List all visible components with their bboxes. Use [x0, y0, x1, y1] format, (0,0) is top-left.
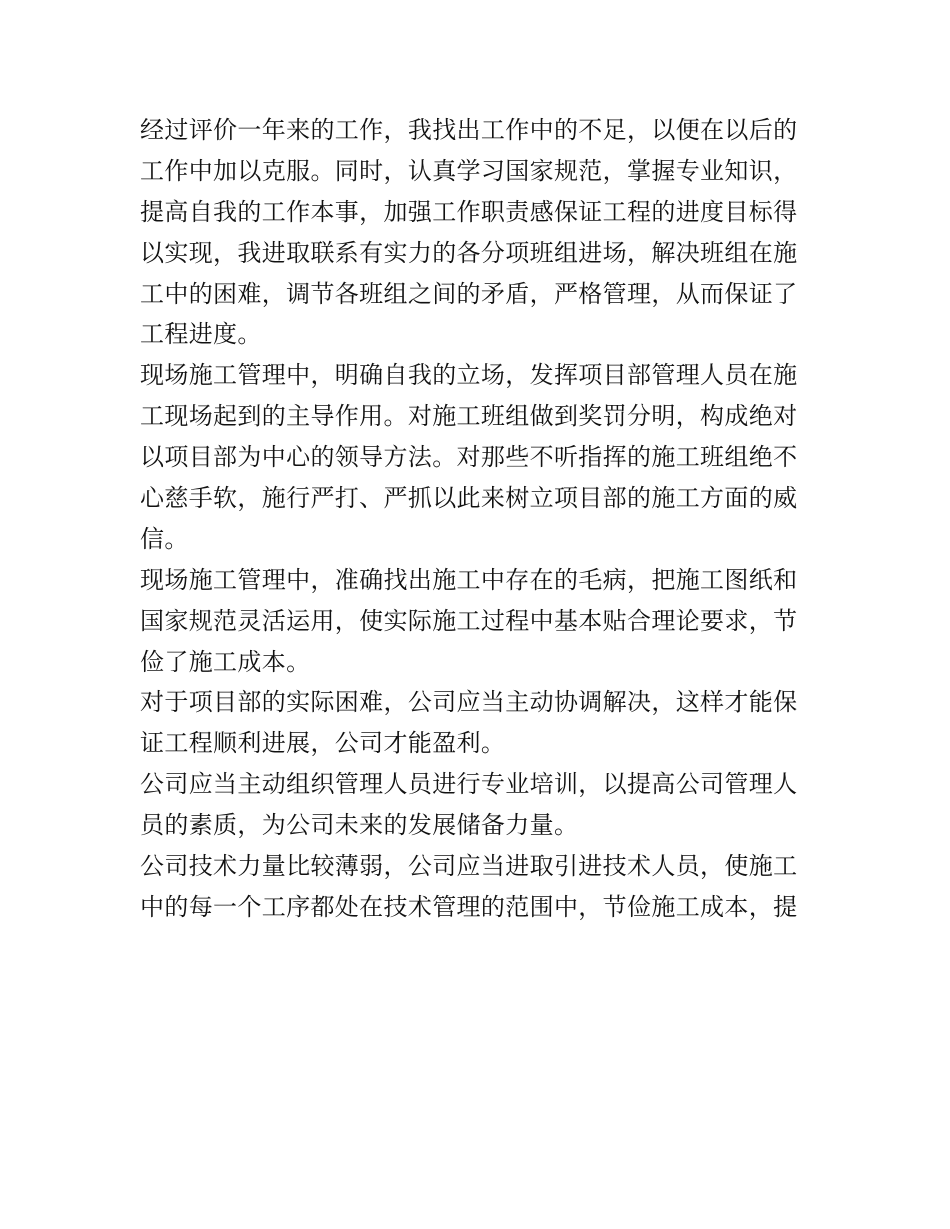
- text-line: 证工程顺利进展，公司才能盈利。: [140, 729, 506, 758]
- text-line: 以项目部为中心的领导方法。对那些不听指挥的施工班组绝不: [140, 443, 798, 472]
- text-line: 心慈手软，施行严打、严抓以此来树立项目部的施工方面的威: [140, 484, 798, 513]
- text-line: 中的每一个工序都处在技术管理的范围中，节俭施工成本，提: [140, 892, 798, 921]
- text-line: 员的素质，为公司未来的发展储备力量。: [140, 811, 579, 840]
- paragraph: [140, 355, 812, 559]
- paragraph: [140, 560, 812, 683]
- paragraph: [140, 110, 812, 355]
- document-page: [140, 110, 812, 928]
- paragraph: [140, 846, 812, 928]
- paragraph: [140, 682, 812, 764]
- text-line: 公司应当主动组织管理人员进行专业培训，以提高公司管理人: [140, 770, 798, 799]
- text-line: 提高自我的工作本事，加强工作职责感保证工程的进度目标得: [140, 197, 798, 226]
- text-line: 俭了施工成本。: [140, 647, 311, 676]
- text-line: 工作中加以克服。同时，认真学习国家规范，掌握专业知识，: [140, 156, 798, 185]
- text-line: 国家规范灵活运用，使实际施工过程中基本贴合理论要求，节: [140, 606, 798, 635]
- text-line: 公司技术力量比较薄弱，公司应当进取引进技术人员，使施工: [140, 852, 798, 881]
- text-line: 对于项目部的实际困难，公司应当主动协调解决，这样才能保: [140, 688, 798, 717]
- text-line: 工现场起到的主导作用。对施工班组做到奖罚分明，构成绝对: [140, 402, 798, 431]
- text-line: 现场施工管理中，明确自我的立场，发挥项目部管理人员在施: [140, 361, 798, 390]
- text-line: 现场施工管理中，准确找出施工中存在的毛病，把施工图纸和: [140, 565, 798, 594]
- text-line: 工程进度。: [140, 320, 262, 349]
- text-line: 信。: [140, 524, 189, 553]
- paragraph: [140, 764, 812, 846]
- text-line: 工中的困难，调节各班组之间的矛盾，严格管理，从而保证了: [140, 279, 798, 308]
- text-line: 以实现，我进取联系有实力的各分项班组进场，解决班组在施: [140, 238, 798, 267]
- text-line: 经过评价一年来的工作，我找出工作中的不足，以便在以后的: [140, 116, 798, 144]
